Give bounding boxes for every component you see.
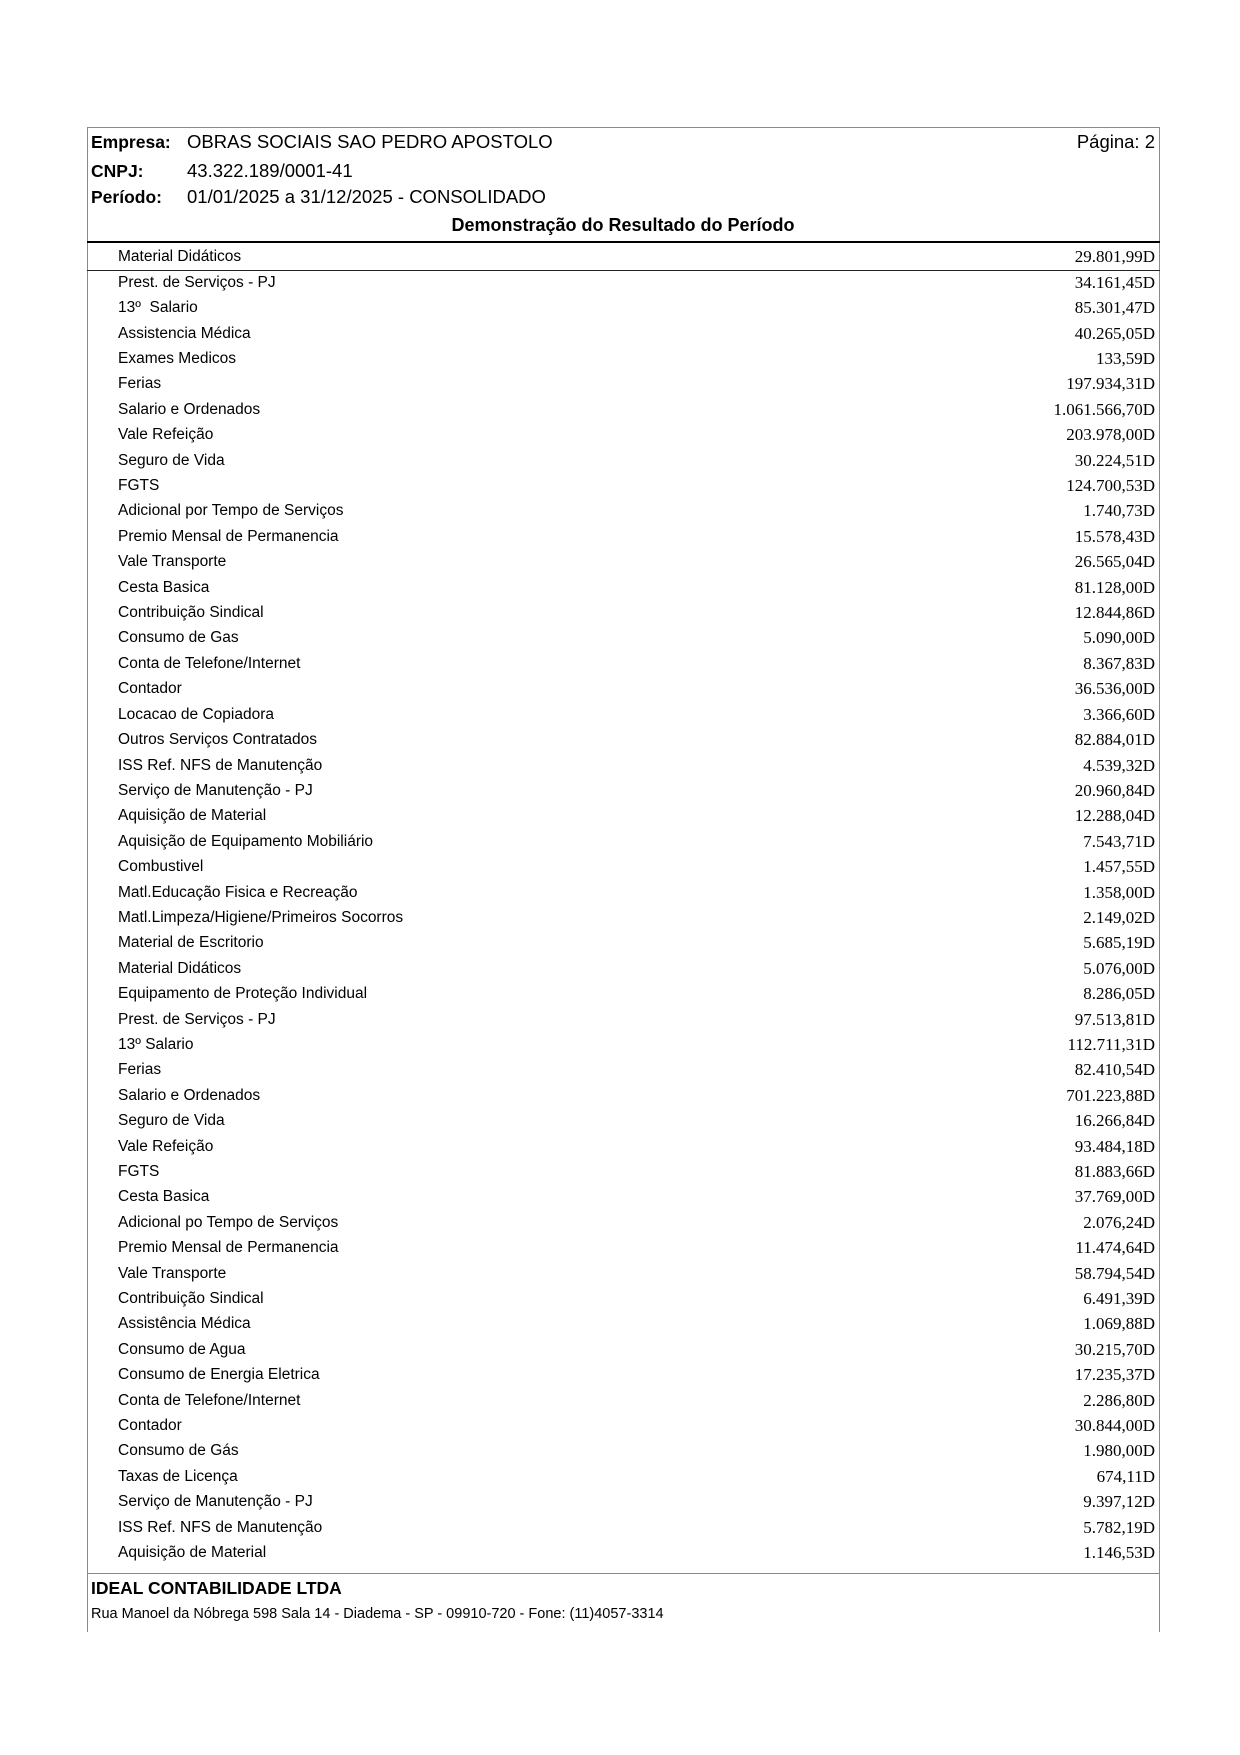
account-label: Material Didáticos: [118, 248, 242, 266]
list-item: [87, 854, 1159, 879]
list-item: [87, 651, 1159, 676]
account-amount: [1075, 1187, 1155, 1207]
list-item: [87, 1363, 1159, 1388]
list-item: [87, 1413, 1159, 1438]
account-label: Equipamento de Proteção Individual: [118, 985, 368, 1003]
debit-credit-indicator: D: [1142, 298, 1155, 318]
list-item: [87, 448, 1159, 473]
amount-value: 4.539,32: [1083, 755, 1143, 775]
list-item: [87, 245, 1159, 270]
amount-value: 30.844,00: [1074, 1416, 1143, 1436]
account-amount: [1066, 374, 1155, 394]
amount-value: 2.149,02: [1083, 907, 1143, 927]
account-amount: [1083, 1518, 1155, 1538]
amount-value: 2.076,24: [1083, 1212, 1143, 1232]
list-item: [87, 626, 1159, 651]
amount-value: 674,11: [1096, 1466, 1143, 1486]
list-item: [87, 1439, 1159, 1464]
account-amount: [1083, 1543, 1155, 1563]
account-label: Adicional po Tempo de Serviços: [118, 1213, 339, 1231]
account-label: Aquisição de Equipamento Mobiliário: [118, 832, 374, 850]
account-label: Contador: [118, 1417, 182, 1435]
account-amount: [1066, 425, 1155, 445]
amount-value: 2.286,80: [1083, 1390, 1143, 1410]
debit-credit-indicator: D: [1142, 933, 1155, 953]
header-divider: [87, 241, 1160, 244]
amount-value: 11.474,64: [1075, 1238, 1143, 1258]
debit-credit-indicator: D: [1142, 882, 1155, 902]
account-label: 13º Salario: [118, 1035, 194, 1053]
debit-credit-indicator: D: [1142, 272, 1155, 292]
account-amount: [1083, 1289, 1155, 1309]
account-label: Contribuição Sindical: [118, 1290, 264, 1308]
debit-credit-indicator: D: [1142, 831, 1155, 851]
account-amount: [1083, 857, 1155, 877]
list-item: [87, 524, 1159, 549]
list-item: [87, 1058, 1159, 1083]
debit-credit-indicator: D: [1142, 526, 1155, 546]
account-amount: [1066, 1086, 1155, 1106]
page-number: [1077, 131, 1155, 153]
account-amount: [1075, 1060, 1155, 1080]
account-amount: [1097, 1467, 1155, 1487]
account-amount: [1075, 1010, 1155, 1030]
account-label: FGTS: [118, 1163, 160, 1181]
account-amount: [1067, 1035, 1155, 1055]
list-item: [87, 1134, 1159, 1159]
debit-credit-indicator: D: [1142, 552, 1155, 572]
pagina-value: 2: [1144, 131, 1155, 152]
debit-credit-indicator: D: [1142, 1492, 1155, 1512]
account-amount: [1075, 552, 1155, 572]
report-title: Demonstração do Resultado do Período: [451, 215, 795, 235]
list-item: [87, 270, 1159, 295]
list-item: [87, 753, 1159, 778]
debit-credit-indicator: D: [1142, 1085, 1155, 1105]
account-label: Vale Transporte: [118, 553, 227, 571]
amount-value: 97.513,81: [1074, 1009, 1143, 1029]
account-label: Taxas de Licença: [118, 1467, 238, 1485]
footer-company: IDEAL CONTABILIDADE LTDA: [91, 1578, 342, 1598]
list-item: [87, 1464, 1159, 1489]
account-label: Locacao de Copiadora: [118, 705, 274, 723]
list-item: [87, 1337, 1159, 1362]
amount-value: 81.883,66: [1074, 1162, 1143, 1182]
account-amount: [1075, 247, 1155, 267]
account-label: Conta de Telefone/Internet: [118, 654, 301, 672]
amount-value: 1.980,00: [1083, 1441, 1143, 1461]
amount-value: 1.069,88: [1083, 1314, 1143, 1334]
amount-value: 36.536,00: [1074, 679, 1143, 699]
account-label: Aquisição de Material: [118, 1544, 267, 1562]
account-amount: [1075, 1340, 1155, 1360]
cnpj-label: CNPJ:: [91, 161, 144, 181]
account-label: Serviço de Manutenção - PJ: [118, 1493, 313, 1511]
account-amount: [1083, 756, 1155, 776]
account-label: Assistência Médica: [118, 1315, 251, 1333]
account-label: Seguro de Vida: [118, 1112, 225, 1130]
amount-value: 30.224,51: [1074, 450, 1143, 470]
account-amount: [1075, 1264, 1155, 1284]
account-label: Premio Mensal de Permanencia: [118, 527, 339, 545]
account-amount: [1083, 959, 1155, 979]
account-label: Outros Serviços Contratados: [118, 731, 318, 749]
amount-value: 15.578,43: [1074, 526, 1143, 546]
account-label: Material de Escritorio: [118, 934, 264, 952]
list-item: [87, 804, 1159, 829]
account-amount: [1083, 705, 1155, 725]
list-item: [87, 981, 1159, 1006]
account-label: Exames Medicos: [118, 350, 237, 368]
amount-value: 85.301,47: [1074, 298, 1143, 318]
debit-credit-indicator: D: [1142, 374, 1155, 394]
debit-credit-indicator: D: [1142, 476, 1155, 496]
list-item: [87, 1312, 1159, 1337]
debit-credit-indicator: D: [1142, 1263, 1155, 1283]
account-amount: [1083, 908, 1155, 928]
frame-right-border: [1159, 127, 1160, 1632]
list-item: [87, 321, 1159, 346]
list-item: [87, 1210, 1159, 1235]
debit-credit-indicator: D: [1142, 1289, 1155, 1309]
amount-value: 40.265,05: [1074, 323, 1143, 343]
amount-value: 8.286,05: [1083, 984, 1143, 1004]
account-label: 13º Salario: [118, 299, 198, 317]
debit-credit-indicator: D: [1142, 1136, 1155, 1156]
empresa-label: Empresa:: [91, 132, 171, 152]
list-item: [87, 1515, 1159, 1540]
amount-value: 1.457,55: [1083, 857, 1143, 877]
account-label: ISS Ref. NFS de Manutenção: [118, 1518, 323, 1536]
debit-credit-indicator: D: [1142, 628, 1155, 648]
account-amount: [1075, 1238, 1155, 1258]
account-label: Material Didáticos: [118, 959, 242, 977]
amount-value: 82.410,54: [1074, 1060, 1143, 1080]
account-label: Conta de Telefone/Internet: [118, 1391, 301, 1409]
amount-value: 8.367,83: [1083, 653, 1143, 673]
debit-credit-indicator: D: [1142, 577, 1155, 597]
list-item: [87, 1083, 1159, 1108]
account-label: Vale Refeição: [118, 1137, 214, 1155]
debit-credit-indicator: D: [1142, 399, 1155, 419]
account-amount: [1075, 1111, 1155, 1131]
amount-value: 112.711,31: [1067, 1034, 1143, 1054]
account-amount: [1075, 603, 1155, 623]
debit-credit-indicator: D: [1142, 1212, 1155, 1232]
list-item: [87, 1540, 1159, 1565]
amount-value: 5.782,19: [1083, 1517, 1143, 1537]
pagina-label: Página:: [1076, 131, 1140, 152]
account-amount: [1096, 349, 1155, 369]
amount-value: 17.235,37: [1074, 1365, 1143, 1385]
amount-value: 37.769,00: [1074, 1187, 1143, 1207]
debit-credit-indicator: D: [1142, 1365, 1155, 1385]
account-amount: [1075, 1365, 1155, 1385]
debit-credit-indicator: D: [1142, 704, 1155, 724]
footer-divider: [87, 1573, 1160, 1574]
account-label: Consumo de Gás: [118, 1442, 239, 1460]
debit-credit-indicator: D: [1142, 857, 1155, 877]
debit-credit-indicator: D: [1142, 349, 1155, 369]
account-label: Aquisição de Material: [118, 807, 267, 825]
amount-value: 1.358,00: [1083, 882, 1143, 902]
list-item: [87, 499, 1159, 524]
account-amount: [1083, 883, 1155, 903]
list-item: [87, 778, 1159, 803]
account-amount: [1083, 628, 1155, 648]
account-label: Consumo de Agua: [118, 1340, 246, 1358]
account-amount: [1083, 933, 1155, 953]
account-label: Consumo de Energia Eletrica: [118, 1366, 320, 1384]
account-label: Serviço de Manutenção - PJ: [118, 781, 313, 799]
account-label: Salario e Ordenados: [118, 400, 261, 418]
account-amount: [1075, 298, 1155, 318]
debit-credit-indicator: D: [1142, 730, 1155, 750]
debit-credit-indicator: D: [1142, 1466, 1155, 1486]
amount-value: 34.161,45: [1074, 272, 1143, 292]
account-amount: [1075, 730, 1155, 750]
amount-value: 133,59: [1095, 349, 1143, 369]
debit-credit-indicator: D: [1142, 501, 1155, 521]
amount-value: 203.978,00: [1066, 425, 1143, 445]
list-item: [87, 346, 1159, 371]
debit-credit-indicator: D: [1142, 1390, 1155, 1410]
list-item: [87, 931, 1159, 956]
account-amount: [1075, 1416, 1155, 1436]
list-item: [87, 473, 1159, 498]
account-amount: [1075, 781, 1155, 801]
list-item: [87, 1109, 1159, 1134]
account-list: [87, 245, 1159, 1566]
debit-credit-indicator: D: [1142, 653, 1155, 673]
amount-value: 1.061.566,70: [1053, 399, 1143, 419]
debit-credit-indicator: D: [1142, 1314, 1155, 1334]
debit-credit-indicator: D: [1142, 1187, 1155, 1207]
list-item: [87, 1490, 1159, 1515]
list-item: [87, 829, 1159, 854]
list-item: [87, 296, 1159, 321]
amount-value: 5.685,19: [1083, 933, 1143, 953]
debit-credit-indicator: D: [1142, 1111, 1155, 1131]
cnpj-value: 43.322.189/0001-41: [187, 160, 353, 181]
account-label: Vale Transporte: [118, 1264, 227, 1282]
footer-address: Rua Manoel da Nóbrega 598 Sala 14 - Diadema - SP - 09910-720 - Fone: (11)4057-3314: [91, 1606, 664, 1622]
debit-credit-indicator: D: [1142, 425, 1155, 445]
list-item: [87, 550, 1159, 575]
account-label: Assistencia Médica: [118, 324, 251, 342]
account-label: Contador: [118, 680, 182, 698]
amount-value: 1.740,73: [1083, 501, 1143, 521]
amount-value: 81.128,00: [1074, 577, 1143, 597]
account-label: Prest. de Serviços - PJ: [118, 273, 276, 291]
list-item: [87, 905, 1159, 930]
list-item: [87, 727, 1159, 752]
account-label: Consumo de Gas: [118, 629, 239, 647]
list-item: [87, 1286, 1159, 1311]
debit-credit-indicator: D: [1142, 603, 1155, 623]
list-item: [87, 423, 1159, 448]
account-amount: [1083, 832, 1155, 852]
list-item: [87, 1388, 1159, 1413]
account-label: Adicional por Tempo de Serviços: [118, 502, 344, 520]
amount-value: 16.266,84: [1074, 1111, 1143, 1131]
account-amount: [1083, 1213, 1155, 1233]
account-label: Combustivel: [118, 858, 204, 876]
list-item: [87, 372, 1159, 397]
account-amount: [1075, 806, 1155, 826]
debit-credit-indicator: D: [1142, 1339, 1155, 1359]
list-item: [87, 397, 1159, 422]
debit-credit-indicator: D: [1142, 1034, 1155, 1054]
amount-value: 30.215,70: [1074, 1339, 1143, 1359]
debit-credit-indicator: D: [1142, 1009, 1155, 1029]
account-label: Ferias: [118, 1061, 162, 1079]
account-label: Seguro de Vida: [118, 451, 225, 469]
list-item: [87, 600, 1159, 625]
account-amount: [1066, 476, 1155, 496]
amount-value: 197.934,31: [1066, 374, 1143, 394]
debit-credit-indicator: D: [1142, 1517, 1155, 1537]
debit-credit-indicator: D: [1142, 1238, 1155, 1258]
account-amount: [1075, 273, 1155, 293]
debit-credit-indicator: D: [1142, 247, 1155, 267]
debit-credit-indicator: D: [1142, 1543, 1155, 1563]
account-label: Vale Refeição: [118, 426, 214, 444]
amount-value: 5.090,00: [1083, 628, 1143, 648]
amount-value: 58.794,54: [1074, 1263, 1143, 1283]
account-label: Contribuição Sindical: [118, 604, 264, 622]
list-item: [87, 880, 1159, 905]
debit-credit-indicator: D: [1142, 1441, 1155, 1461]
amount-value: 12.288,04: [1074, 806, 1143, 826]
account-label: Salario e Ordenados: [118, 1086, 261, 1104]
list-item: [87, 1261, 1159, 1286]
list-item: [87, 1159, 1159, 1184]
account-label: Matl.Educação Fisica e Recreação: [118, 883, 358, 901]
list-item: [87, 1007, 1159, 1032]
debit-credit-indicator: D: [1142, 780, 1155, 800]
debit-credit-indicator: D: [1142, 1416, 1155, 1436]
amount-value: 6.491,39: [1083, 1289, 1143, 1309]
amount-value: 82.884,01: [1074, 730, 1143, 750]
account-label: Ferias: [118, 375, 162, 393]
account-label: Cesta Basica: [118, 578, 210, 596]
account-amount: [1075, 578, 1155, 598]
amount-value: 7.543,71: [1083, 831, 1143, 851]
account-amount: [1075, 324, 1155, 344]
list-item: [87, 956, 1159, 981]
debit-credit-indicator: D: [1142, 679, 1155, 699]
account-amount: [1083, 984, 1155, 1004]
account-amount: [1075, 451, 1155, 471]
account-amount: [1075, 679, 1155, 699]
amount-value: 93.484,18: [1074, 1136, 1143, 1156]
account-amount: [1083, 1391, 1155, 1411]
frame-top-border: [87, 127, 1160, 128]
amount-value: 5.076,00: [1083, 958, 1143, 978]
account-amount: [1083, 1314, 1155, 1334]
list-item: [87, 1032, 1159, 1057]
account-label: ISS Ref. NFS de Manutenção: [118, 756, 323, 774]
account-label: Matl.Limpeza/Higiene/Primeiros Socorros: [118, 908, 404, 926]
list-item: [87, 702, 1159, 727]
amount-value: 124.700,53: [1066, 476, 1143, 496]
debit-credit-indicator: D: [1142, 958, 1155, 978]
empresa-value: OBRAS SOCIAIS SAO PEDRO APOSTOLO: [187, 131, 553, 152]
list-item: [87, 575, 1159, 600]
amount-value: 26.565,04: [1074, 552, 1143, 572]
debit-credit-indicator: D: [1142, 1060, 1155, 1080]
debit-credit-indicator: D: [1142, 755, 1155, 775]
amount-value: 701.223,88: [1066, 1085, 1143, 1105]
account-label: FGTS: [118, 477, 160, 495]
account-amount: [1053, 400, 1155, 420]
account-amount: [1083, 654, 1155, 674]
account-label: Prest. de Serviços - PJ: [118, 1010, 276, 1028]
account-amount: [1083, 501, 1155, 521]
amount-value: 9.397,12: [1083, 1492, 1143, 1512]
debit-credit-indicator: D: [1142, 450, 1155, 470]
debit-credit-indicator: D: [1142, 323, 1155, 343]
list-item: [87, 1236, 1159, 1261]
account-label: Premio Mensal de Permanencia: [118, 1239, 339, 1257]
amount-value: 3.366,60: [1083, 704, 1143, 724]
periodo-label: Período:: [91, 187, 162, 207]
amount-value: 12.844,86: [1074, 603, 1143, 623]
account-amount: [1075, 527, 1155, 547]
list-item: [87, 677, 1159, 702]
amount-value: 1.146,53: [1083, 1543, 1143, 1563]
debit-credit-indicator: D: [1142, 1162, 1155, 1182]
account-amount: [1083, 1441, 1155, 1461]
account-amount: [1075, 1162, 1155, 1182]
periodo-value: 01/01/2025 a 31/12/2025 - CONSOLIDADO: [187, 186, 546, 207]
amount-value: 29.801,99: [1074, 247, 1143, 267]
account-amount: [1075, 1137, 1155, 1157]
account-label: Cesta Basica: [118, 1188, 210, 1206]
account-amount: [1083, 1492, 1155, 1512]
amount-value: 20.960,84: [1074, 780, 1143, 800]
debit-credit-indicator: D: [1142, 806, 1155, 826]
debit-credit-indicator: D: [1142, 907, 1155, 927]
list-item: [87, 1185, 1159, 1210]
debit-credit-indicator: D: [1142, 984, 1155, 1004]
